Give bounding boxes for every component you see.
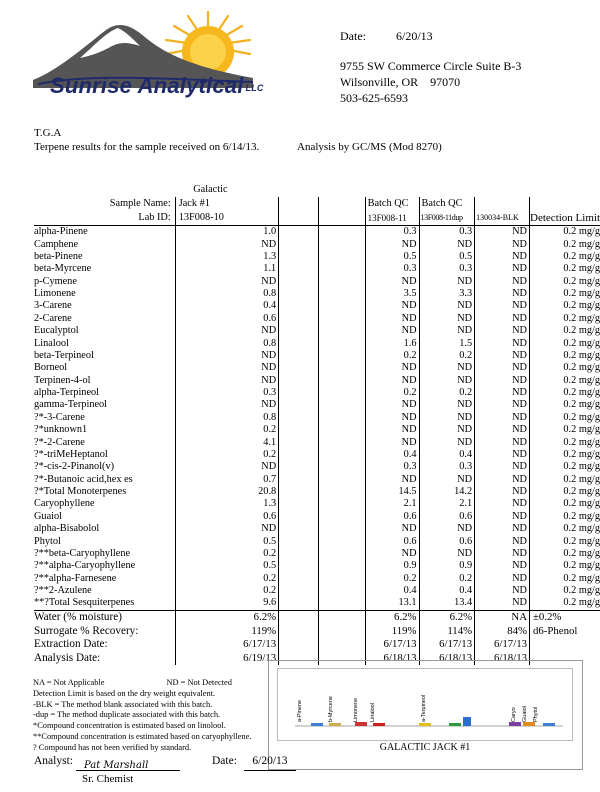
- table-row: [34, 288, 600, 300]
- table-row: [34, 350, 600, 362]
- batch-dup-result: 0.3: [419, 263, 475, 275]
- sample-result: ND: [175, 461, 278, 473]
- compound-name: Borneol: [34, 362, 68, 374]
- compound-name: Guaiol: [34, 510, 63, 522]
- batch-qc-result: ND: [365, 474, 419, 486]
- detection-limit: 0.2 mg/g: [563, 263, 600, 275]
- batch-qc-result: ND: [365, 300, 419, 312]
- detection-limit: 0.2 mg/g: [563, 461, 600, 473]
- sample-result: 0.6: [175, 511, 278, 523]
- detection-limit: 0.2 mg/g: [563, 473, 600, 485]
- table-row: [34, 276, 600, 288]
- detection-limit: 0.2 mg/g: [563, 374, 600, 386]
- table-row: [34, 313, 600, 325]
- sample-result: ND: [175, 350, 278, 362]
- compound-name: 2-Carene: [34, 312, 72, 324]
- table-header-row-1: [34, 183, 600, 197]
- compound-name: ?*-Butanoic acid,hex es: [34, 473, 133, 485]
- compound-name: alpha-Terpineol: [34, 387, 100, 399]
- compound-name: **?Total Sesquiterpenes: [34, 597, 135, 609]
- table-row: [34, 511, 600, 523]
- sample-result: 4.1: [175, 436, 278, 448]
- sample-result: 0.5: [175, 560, 278, 572]
- compound-name: ?*-2-Carene: [34, 436, 85, 448]
- batch-qc-result: ND: [365, 238, 419, 250]
- blank-result: NA: [475, 610, 530, 624]
- detection-limit: 0.2 mg/g: [563, 436, 600, 448]
- sample-result: 0.2: [175, 573, 278, 585]
- batch-qc-result: ND: [365, 436, 419, 448]
- table-row: [34, 375, 600, 387]
- batch-qc-result: ND: [365, 276, 419, 288]
- note-line: -BLK = The method blank associated with this batch.: [33, 699, 213, 709]
- blank-result: ND: [475, 263, 530, 275]
- compound-name: Extraction Date:: [34, 638, 108, 651]
- blank-result: 6/18/13: [475, 651, 530, 665]
- batch-dup-result: 0.2: [419, 350, 475, 362]
- chromatogram-peak: [463, 717, 471, 726]
- blank-result: ND: [475, 238, 530, 250]
- batch-qc-result: 0.3: [365, 461, 419, 473]
- batch-qc-result: 3.5: [365, 288, 419, 300]
- batch-qc-result: ND: [365, 399, 419, 411]
- sample-result: 1.1: [175, 263, 278, 275]
- blank-result: ND: [475, 474, 530, 486]
- address-line-1: 9755 SW Commerce Circle Suite B-3: [340, 59, 522, 73]
- table-row: [34, 560, 600, 572]
- batch-qc-result: 14.5: [365, 486, 419, 498]
- compound-name: Caryophyllene: [34, 498, 95, 510]
- batch-dup-result: 1.5: [419, 337, 475, 349]
- batch-qc-result: 0.6: [365, 535, 419, 547]
- batch-dup-result: 0.3: [419, 226, 475, 239]
- batch-dup-result: 0.2: [419, 387, 475, 399]
- method-text: Analysis by GC/MS (Mod 8270): [297, 141, 442, 153]
- detection-limit: 0.2 mg/g: [563, 312, 600, 324]
- note-line: ? Compound has not been verified by standard.: [33, 742, 192, 752]
- batch-dup-result: ND: [419, 436, 475, 448]
- blank-result: ND: [475, 573, 530, 585]
- table-row: [34, 486, 600, 498]
- blank-result: ND: [475, 523, 530, 535]
- detection-limit: 0.2 mg/g: [563, 250, 600, 262]
- compound-name: ?**alpha-Caryophyllene: [34, 560, 136, 572]
- batch-dup-result: ND: [419, 548, 475, 560]
- compound-name: Camphene: [34, 238, 79, 250]
- batch-dup-result: 0.5: [419, 251, 475, 263]
- batch-dup-result: 0.9: [419, 560, 475, 572]
- batch-qc-result: 0.6: [365, 511, 419, 523]
- blank-result: 84%: [475, 624, 530, 638]
- blank-result: ND: [475, 560, 530, 572]
- detection-limit: 0.2 mg/g: [563, 362, 600, 374]
- batch-qc-result: 0.5: [365, 251, 419, 263]
- blank-result: ND: [475, 387, 530, 399]
- detection-limit: d6-Phenol: [533, 624, 578, 637]
- batch-dup-result: 6/18/13: [419, 651, 475, 665]
- chromatogram-peak: [419, 723, 431, 726]
- blank-result: ND: [475, 424, 530, 436]
- blank-result: ND: [475, 486, 530, 498]
- chromatogram-peak-label: a-Pinene: [297, 699, 303, 722]
- sample-result: ND: [175, 276, 278, 288]
- detection-limit: 0.2 mg/g: [563, 486, 600, 498]
- detection-limit: 0.2 mg/g: [563, 226, 600, 238]
- signature-date-label: Date:: [212, 755, 237, 767]
- blank-id: 130034-BLK: [475, 211, 530, 226]
- blank-result: ND: [475, 325, 530, 337]
- table-row: [34, 325, 600, 337]
- sample-name-top: Galactic: [193, 184, 228, 195]
- detection-limit: 0.2 mg/g: [563, 498, 600, 510]
- detection-limit: 0.2 mg/g: [563, 387, 600, 399]
- sample-result: 1.3: [175, 251, 278, 263]
- sample-result: ND: [175, 375, 278, 387]
- sample-result: 0.3: [175, 387, 278, 399]
- table-row: [34, 585, 600, 597]
- detection-limit: 0.2 mg/g: [563, 325, 600, 337]
- chromatogram-peak-label: Phytol: [533, 706, 539, 722]
- table-row: [34, 548, 600, 560]
- detection-limit: 0.2 mg/g: [563, 560, 600, 572]
- analyst-signature: Pat Marshall: [84, 760, 149, 771]
- sample-result: 6/17/13: [175, 638, 278, 652]
- sample-result: 9.6: [175, 597, 278, 610]
- sample-result: 0.8: [175, 337, 278, 349]
- detection-limit: [530, 638, 600, 652]
- batch-qc-result: ND: [365, 424, 419, 436]
- blank-result: ND: [475, 597, 530, 610]
- compound-name: Analysis Date:: [34, 651, 101, 664]
- signature-date: 6/20/13: [244, 755, 296, 771]
- blank-result: ND: [475, 511, 530, 523]
- batch-id-2: 13F008-11dup: [419, 211, 475, 226]
- table-row: [34, 523, 600, 535]
- blank-result: ND: [475, 226, 530, 239]
- table-row: [34, 424, 600, 436]
- detection-limit: 0.2 mg/g: [563, 288, 600, 300]
- sample-result: ND: [175, 238, 278, 250]
- chromatogram-peak: [449, 723, 461, 726]
- batch-dup-result: 6.2%: [419, 610, 475, 624]
- sample-result: ND: [175, 362, 278, 374]
- sample-result: 0.2: [175, 449, 278, 461]
- sample-result: 6.2%: [175, 610, 278, 624]
- compound-name: ?*-triMeHeptanol: [34, 448, 108, 460]
- batch-dup-result: 0.4: [419, 585, 475, 597]
- detection-limit: 0.2 mg/g: [563, 238, 600, 250]
- batch-qc-result: 0.2: [365, 573, 419, 585]
- table-row: [34, 300, 600, 312]
- table-row: [34, 337, 600, 349]
- compound-name: Water (% moisture): [34, 610, 175, 624]
- blank-result: ND: [475, 362, 530, 374]
- phone-number: 503-625-6593: [340, 91, 408, 105]
- batch-dup-result: 0.4: [419, 449, 475, 461]
- compound-name: alpha-Pinene: [34, 226, 88, 238]
- compound-name: Linalool: [34, 337, 69, 349]
- table-row: [34, 399, 600, 411]
- chromatogram-peak-label: Caryo: [511, 707, 517, 722]
- batch-dup-result: ND: [419, 474, 475, 486]
- batch-qc-result: 0.3: [365, 263, 419, 275]
- compound-name: ?*-cis-2-Pinanol(v): [34, 461, 115, 473]
- compound-name: alpha-Bisabolol: [34, 523, 100, 535]
- chart-title: GALACTIC JACK #1: [379, 742, 471, 753]
- compound-name: ?**alpha-Farnesene: [34, 572, 117, 584]
- compound-name: Eucalyptol: [34, 325, 79, 337]
- note-line: **Compound concentration is estimated based on caryophyllene.: [33, 731, 252, 741]
- batch-qc-result: 13.1: [365, 597, 419, 610]
- table-header-row-3: [34, 211, 600, 226]
- note-nd: ND = Not Detected: [166, 678, 232, 687]
- blank-result: ND: [475, 300, 530, 312]
- detection-limit: 0.2 mg/g: [563, 275, 600, 287]
- compound-name: Surrogate % Recovery:: [34, 624, 139, 637]
- detection-limit: 0.2 mg/g: [563, 300, 600, 312]
- compound-name: ?*unknown1: [34, 424, 88, 436]
- analyst-title: Sr. Chemist: [82, 773, 134, 785]
- table-header-row-2: [34, 197, 600, 211]
- sample-result: 0.8: [175, 288, 278, 300]
- batch-qc-result: 1.6: [365, 337, 419, 349]
- report-date: Date: 6/20/13: [340, 29, 433, 43]
- batch-qc-label-1: Batch QC: [365, 197, 419, 211]
- blank-result: ND: [475, 276, 530, 288]
- compound-name: beta-Pinene: [34, 250, 83, 262]
- chromatogram-peak: [543, 723, 555, 726]
- batch-qc-result: 0.4: [365, 585, 419, 597]
- blank-result: ND: [475, 449, 530, 461]
- blank-result: ND: [475, 399, 530, 411]
- table-row: [34, 412, 600, 424]
- detection-limit: 0.2 mg/g: [563, 399, 600, 411]
- sample-name-label: Sample Name:: [109, 198, 171, 209]
- compound-name: ?**beta-Caryophyllene: [34, 547, 131, 559]
- sample-result: 0.2: [175, 424, 278, 436]
- blank-result: ND: [475, 498, 530, 510]
- detection-limit: 0.2 mg/g: [563, 585, 600, 597]
- analyst-signature-line: [76, 755, 180, 771]
- table-row: [34, 362, 600, 374]
- sample-result: 119%: [175, 624, 278, 638]
- compound-name: Phytol: [34, 535, 61, 547]
- detection-limit: 0.2 mg/g: [563, 523, 600, 535]
- sample-result: 20.8: [175, 486, 278, 498]
- compound-name: gamma-Terpineol: [34, 399, 108, 411]
- batch-id-1: 13F008-11: [365, 211, 419, 226]
- batch-qc-result: ND: [365, 375, 419, 387]
- detection-limit: 0.2 mg/g: [563, 424, 600, 436]
- sample-result: 0.2: [175, 548, 278, 560]
- batch-dup-result: ND: [419, 300, 475, 312]
- footnotes: [33, 678, 251, 754]
- lab-id-label: Lab ID:: [34, 211, 175, 226]
- analyst-label: Analyst:: [34, 755, 73, 767]
- blank-result: ND: [475, 375, 530, 387]
- table-row: [34, 387, 600, 399]
- note-na: NA = Not Applicable: [33, 678, 105, 687]
- blank-result: ND: [475, 548, 530, 560]
- chromatogram-peak-label: a-Terpineol: [421, 694, 427, 722]
- batch-dup-result: 0.3: [419, 461, 475, 473]
- compound-name: ?*Total Monoterpenes: [34, 486, 127, 498]
- chromatogram-peak-label: b-Myrcene: [328, 696, 334, 722]
- detection-limit: 0.2 mg/g: [563, 535, 600, 547]
- blank-result: ND: [475, 313, 530, 325]
- detection-limit: 0.2 mg/g: [563, 547, 600, 559]
- sample-result: 0.2: [175, 585, 278, 597]
- summary-row: [34, 624, 600, 638]
- compound-name: ?**2-Azulene: [34, 585, 92, 597]
- sample-result: 0.4: [175, 300, 278, 312]
- detection-limit: 0.2 mg/g: [563, 510, 600, 522]
- address-line-2: Wilsonville, OR 97070: [340, 75, 461, 89]
- table-row: [34, 498, 600, 510]
- table-row: [34, 461, 600, 473]
- detection-limit: 0.2 mg/g: [563, 349, 600, 361]
- blank-result: ND: [475, 535, 530, 547]
- batch-dup-result: ND: [419, 313, 475, 325]
- batch-dup-result: 13.4: [419, 597, 475, 610]
- batch-dup-result: 0.6: [419, 535, 475, 547]
- note-line: Detection Limit is based on the dry weight equivalent.: [33, 688, 216, 698]
- blank-result: ND: [475, 436, 530, 448]
- detection-limit: 0.2 mg/g: [563, 337, 600, 349]
- batch-qc-label-2: Batch QC: [419, 197, 475, 211]
- batch-qc-result: ND: [365, 325, 419, 337]
- chromatogram-peak-label: Limonene: [353, 697, 359, 722]
- compound-name: beta-Terpineol: [34, 349, 94, 361]
- sample-result: ND: [175, 523, 278, 535]
- batch-dup-result: ND: [419, 399, 475, 411]
- blank-result: ND: [475, 412, 530, 424]
- sample-result: 0.8: [175, 412, 278, 424]
- batch-qc-result: 2.1: [365, 498, 419, 510]
- sample-result: ND: [175, 399, 278, 411]
- table-row: [34, 436, 600, 448]
- batch-dup-result: ND: [419, 362, 475, 374]
- batch-qc-result: ND: [365, 362, 419, 374]
- batch-dup-result: 114%: [419, 624, 475, 638]
- batch-qc-result: 0.4: [365, 449, 419, 461]
- batch-qc-result: 0.3: [365, 226, 419, 239]
- table-row: [34, 573, 600, 585]
- batch-qc-result: 6.2%: [365, 610, 419, 624]
- lab-id: 13F008-10: [175, 211, 278, 226]
- blank-result: ND: [475, 461, 530, 473]
- sample-result: 0.7: [175, 474, 278, 486]
- detection-limit: 0.2 mg/g: [563, 572, 600, 584]
- sample-result: ND: [175, 325, 278, 337]
- batch-dup-result: 0.2: [419, 573, 475, 585]
- blank-result: ND: [475, 337, 530, 349]
- intro-text: Terpene results for the sample received on 6/14/13.: [34, 141, 260, 153]
- summary-row: [34, 638, 600, 652]
- sample-result: 1.0: [175, 226, 278, 239]
- batch-qc-result: ND: [365, 412, 419, 424]
- table-row: [34, 449, 600, 461]
- batch-qc-result: 6/18/13: [365, 651, 419, 665]
- detection-limit: 0.2 mg/g: [563, 597, 600, 609]
- table-row: [34, 263, 600, 275]
- batch-qc-result: 119%: [365, 624, 419, 638]
- chromatogram-peak-label: Linalool: [370, 703, 376, 722]
- blank-result: ND: [475, 350, 530, 362]
- batch-qc-result: ND: [365, 523, 419, 535]
- summary-row: [34, 610, 600, 624]
- chromatogram-peak: [329, 723, 341, 726]
- sample-result: 6/19/13: [175, 651, 278, 665]
- blank-result: ND: [475, 251, 530, 263]
- batch-dup-result: 2.1: [419, 498, 475, 510]
- blank-result: 6/17/13: [475, 638, 530, 652]
- client-name: T.G.A: [34, 127, 62, 139]
- batch-dup-result: 6/17/13: [419, 638, 475, 652]
- batch-dup-result: ND: [419, 375, 475, 387]
- sample-result: 1.3: [175, 498, 278, 510]
- sample-result: 0.5: [175, 535, 278, 547]
- company-name: Sunrise Analytical LLC: [50, 73, 264, 98]
- batch-qc-result: 6/17/13: [365, 638, 419, 652]
- batch-qc-result: 0.2: [365, 350, 419, 362]
- batch-qc-result: ND: [365, 313, 419, 325]
- terpene-results-table: [34, 183, 600, 665]
- batch-dup-result: ND: [419, 424, 475, 436]
- compound-name: Terpinen-4-ol: [34, 374, 91, 386]
- batch-dup-result: 14.2: [419, 486, 475, 498]
- batch-qc-result: 0.2: [365, 387, 419, 399]
- detection-limit: 0.2 mg/g: [563, 448, 600, 460]
- batch-dup-result: ND: [419, 238, 475, 250]
- chromatogram-peak-label: Guaiol: [522, 706, 528, 722]
- detection-limit-header: Detection Limit: [530, 212, 600, 224]
- blank-result: ND: [475, 585, 530, 597]
- compound-name: p-Cymene: [34, 275, 77, 287]
- chromatogram-peak: [373, 723, 385, 726]
- batch-dup-result: 3.3: [419, 288, 475, 300]
- compound-name: Limonene: [34, 288, 76, 300]
- batch-dup-result: ND: [419, 276, 475, 288]
- compound-name: 3-Carene: [34, 300, 72, 312]
- detection-limit: ±0.2%: [530, 610, 600, 624]
- batch-dup-result: ND: [419, 523, 475, 535]
- chromatogram-peak: [311, 723, 323, 726]
- table-row: [34, 474, 600, 486]
- table-row: [34, 251, 600, 263]
- table-row: [34, 597, 600, 610]
- compound-name: beta-Myrcene: [34, 263, 92, 275]
- lab-address: [340, 58, 521, 106]
- batch-qc-result: 0.9: [365, 560, 419, 572]
- detection-limit: 0.2 mg/g: [563, 411, 600, 423]
- compound-name: ?*-3-Carene: [34, 411, 85, 423]
- sample-result: 0.6: [175, 313, 278, 325]
- table-row: [34, 535, 600, 547]
- note-line: -dup = The method duplicate associated with this batch.: [33, 710, 221, 720]
- table-row: [34, 226, 600, 239]
- sample-name: Jack #1: [175, 197, 278, 211]
- batch-dup-result: 0.6: [419, 511, 475, 523]
- note-line: *Compound concentration is estimated based on linolool.: [33, 721, 226, 731]
- table-row: [34, 238, 600, 250]
- batch-dup-result: ND: [419, 325, 475, 337]
- blank-result: ND: [475, 288, 530, 300]
- batch-dup-result: ND: [419, 412, 475, 424]
- batch-qc-result: ND: [365, 548, 419, 560]
